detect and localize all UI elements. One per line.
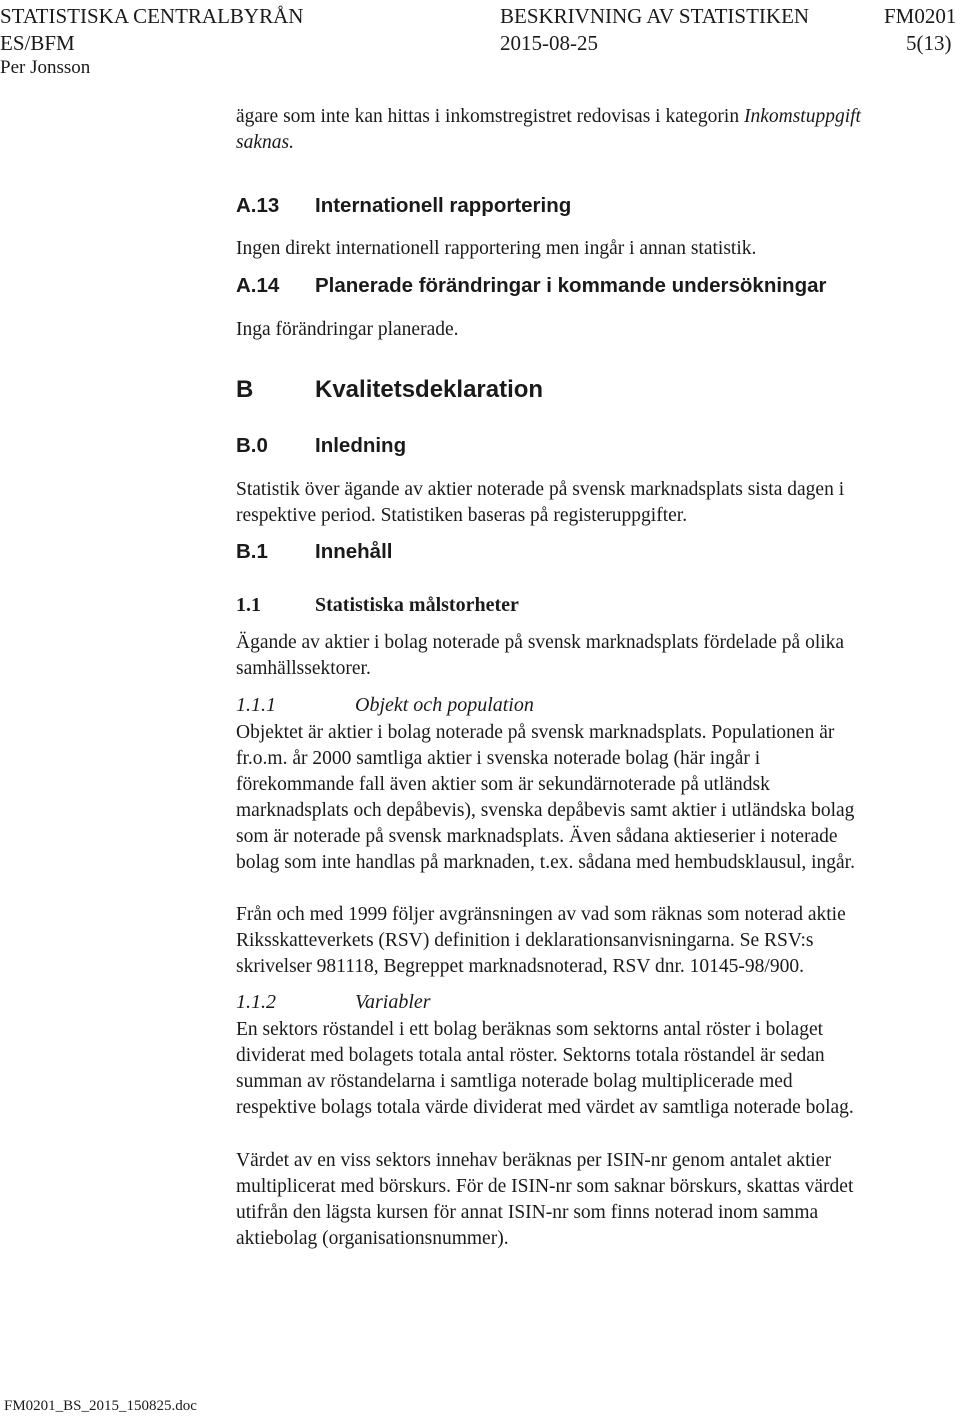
section-1-1-1-para2-line-3: skrivelser 981118, Begreppet marknadsnoterad, RSV dnr. 10145-98/900. [236,956,804,977]
header-date: 2015-08-25 [500,31,598,55]
intro-italic-term: Inkomstuppgift [743,106,861,127]
section-1-1-1-line-6: bolag som inte handlas på marknaden, t.ex. sådana med hembudsklausul, ingår. [236,852,855,873]
section-1-1-2-number: 1.1.2 [236,991,276,1013]
section-a13-text: Ingen direkt internationell rapportering men ingår i annan statistik. [236,238,757,259]
section-b0-number: B.0 [236,434,268,457]
header-unit: ES/BFM [0,31,75,55]
section-1-1-1-para2-line-1: Från och med 1999 följer avgränsningen av vad som räknas som noterad aktie [236,904,846,925]
section-a13-title: Internationell rapportering [315,194,572,217]
section-1-1-title: Statistiska målstorheter [315,594,519,616]
section-1-1-line-1: Ägande av aktier i bolag noterade på svensk marknadsplats fördelade på olika [236,632,845,653]
section-1-1-2-para2-line-3: utifrån den lägsta kursen för annat ISIN-nr som finns noterad inom samma [236,1202,819,1223]
section-1-1-2-para2-line-4: aktiebolag (organisationsnummer). [236,1228,509,1249]
section-1-1-2-line-2: dividerat med bolagets totala antal röster. Sektorns totala röstandel är sedan [236,1045,825,1066]
section-1-1-1-title: Objekt och population [355,694,534,716]
intro-line-2: saknas. [236,132,294,153]
section-1-1-1-line-4: marknadsplats och depåbevis), svenska depåbevis samt aktier i utländska bolag [236,800,855,821]
section-b-number: B [236,376,254,403]
section-b-title: Kvalitetsdeklaration [315,376,544,403]
section-1-1-2-line-3: summan av röstandelarna i samtliga noterade bolag multiplicerade med [236,1071,793,1092]
section-1-1-1-line-5: som är noterade på svensk marknadsplats. Även sådana aktieserier i noterade [236,826,838,847]
section-1-1-2-line-1: En sektors röstandel i ett bolag beräknas som sektorns antal röster i bolaget [236,1019,824,1040]
intro-line-1 [236,104,861,130]
section-1-1-number: 1.1 [236,594,261,616]
section-a13-number: A.13 [236,194,280,217]
section-1-1-1-number: 1.1.1 [236,694,276,716]
header-doc-type: BESKRIVNING AV STATISTIKEN [500,4,810,28]
header-form-code: FM0201 [884,4,957,28]
header-author: Per Jonsson [0,57,91,78]
header-page: 5(13) [906,31,952,55]
section-1-1-1-line-3: förekommande fall även aktier som är sekundärnoterade på utländsk [236,774,770,795]
section-b1-title: Innehåll [315,540,393,563]
section-a14-text: Inga förändringar planerade. [236,319,459,340]
header-org: STATISTISKA CENTRALBYRÅN [0,4,304,28]
section-1-1-2-para2-line-1: Värdet av en viss sektors innehav beräknas per ISIN-nr genom antalet aktier [236,1150,832,1171]
section-1-1-line-2: samhällssektorer. [236,658,371,679]
section-1-1-2-para2-line-2: multiplicerat med börskurs. För de ISIN-nr som saknar börskurs, skattas värdet [236,1176,854,1197]
footer-filename: FM0201_BS_2015_150825.doc [4,1398,197,1414]
section-b0-line-1: Statistik över ägande av aktier noterade på svensk marknadsplats sista dagen i [236,479,845,500]
intro-text-1: ägare som inte kan hittas i inkomstregistret redovisas i kategorin [236,106,744,127]
section-1-1-2-title: Variabler [355,991,431,1013]
section-1-1-1-line-1: Objektet är aktier i bolag noterade på svensk marknadsplats. Populationen är [236,722,835,743]
section-a14-number: A.14 [236,274,280,297]
section-b1-number: B.1 [236,540,268,563]
section-1-1-1-line-2: fr.o.m. år 2000 samtliga aktier i svenska noterade bolag (här ingår i [236,748,761,769]
section-1-1-1-para2-line-2: Riksskatteverkets (RSV) definition i deklarationsanvisningarna. Se RSV:s [236,930,814,951]
section-b0-line-2: respektive period. Statistiken baseras på registeruppgifter. [236,505,688,526]
section-b0-title: Inledning [315,434,407,457]
section-a14-title: Planerade förändringar i kommande undersökningar [315,274,827,297]
section-1-1-2-line-4: respektive bolags totala värde dividerat med värdet av samtliga noterade bolag. [236,1097,854,1118]
